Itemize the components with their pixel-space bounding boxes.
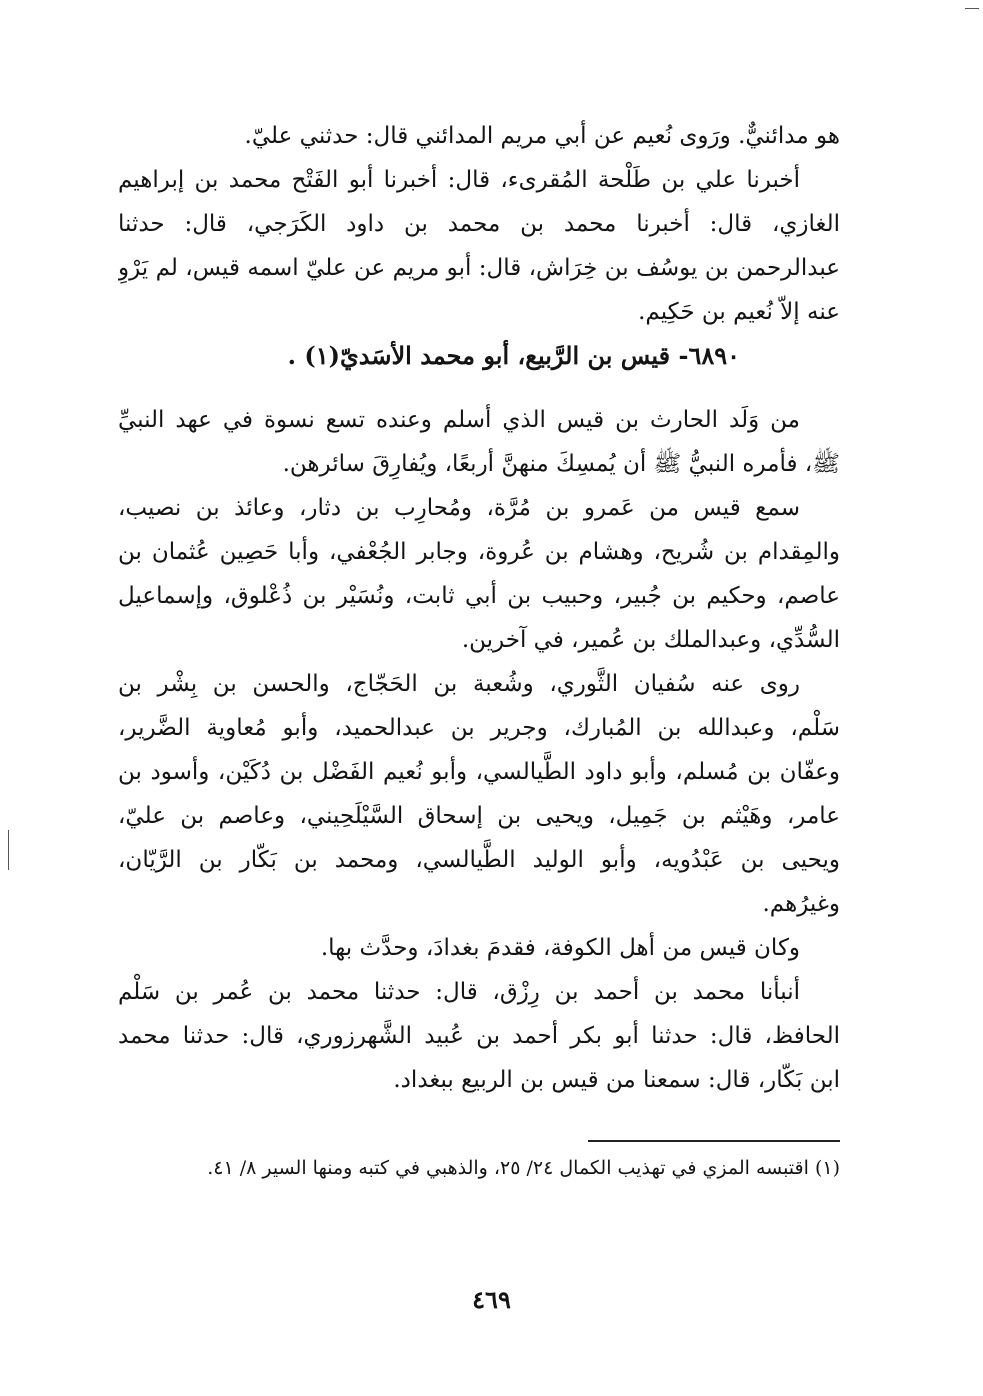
text-line: عامر، وهَيْثم بن جَمِيل، ويحيى بن إسحاق السَّيْلَحِيني، وعاصم بن عليّ، [118, 803, 840, 829]
text-line: الغازي، قال: أخبرنا محمد بن محمد بن داود الكَرَجي، قال: حدثنا [118, 211, 840, 237]
text-line: سمع قيس من عَمرو بن مُرَّة، ومُحارِب بن دثار، وعائذ بن نصيب، [118, 495, 800, 521]
text-line: ابن بَكّار، قال: سمعنا من قيس بن الربيع ببغداد. [393, 1067, 840, 1093]
text-line: وكان قيس من أهل الكوفة، فقدمَ بغدادَ، وحدَّث بها. [320, 935, 800, 961]
text-line: وغيرُهم. [762, 891, 840, 917]
scan-edge-mark-left [8, 830, 9, 870]
text-line: عبدالرحمن بن يوسُف بن خِرَاش، قال: أبو مريم عن عليّ اسمه قيس، لم يَرْوِ [118, 255, 840, 281]
text-line: أنبأنا محمد بن أحمد بن رِزْق، قال: حدثنا محمد بن عُمر بن سَلْم [118, 979, 800, 1005]
entry-heading: ٦٨٩٠- قيس بن الرَّبيع، أبو محمد الأسَديّ(١) . [287, 341, 740, 370]
text-line: ﷺ، فأمره النبيُّ ﷺ أن يُمسِكَ منهنَّ أربعًا، ويُفارِقَ سائرهن. [282, 451, 840, 477]
text-line: والمِقدام بن شُريح، وهشام بن عُروة، وجابر الجُعْفي، وأبا حَصِين عُثمان بن [118, 539, 840, 565]
text-line: السُّدِّي، وعبدالملك بن عُمير، في آخرين. [461, 627, 840, 653]
text-line: من وَلَد الحارث بن قيس الذي أسلم وعنده تسع نسوة في عهد النبيِّ [118, 407, 800, 433]
text-line: عنه إلاّ نُعيم بن حَكِيم. [638, 299, 840, 325]
scan-edge-mark-top [965, 8, 979, 9]
text-line: الحافظ، قال: حدثنا أبو بكر أحمد بن عُبيد الشَّهرزوري، قال: حدثنا محمد [118, 1023, 840, 1049]
page-number: ٤٦٩ [472, 1285, 511, 1314]
text-line: عاصم، وحكيم بن جُبير، وحبيب بن أبي ثابت، ونُسَيْر بن ذُعْلوق، وإسماعيل [118, 583, 840, 609]
text-line: سَلْم، وعبدالله بن المُبارك، وجرير بن عبدالحميد، وأبو مُعاوية الضَّرير، [118, 715, 840, 741]
text-line: وعفّان بن مُسلم، وأبو داود الطَّيالسي، وأبو نُعيم الفَضْل بن دُكَيْن، وأسود بن [118, 759, 840, 785]
text-line: ويحيى بن عَبْدُويه، وأبو الوليد الطَّيالسي، ومحمد بن بَكّار بن الرَّيّان، [118, 847, 840, 873]
footnote: (١) اقتبسه المزي في تهذيب الكمال ٢٤/ ٢٥، والذهبي في كتبه ومنها السير ٨/ ٤١. [207, 1157, 840, 1179]
spacer [118, 378, 840, 398]
footnote-divider [588, 1140, 840, 1142]
text-line: أخبرنا علي بن طَلْحة المُقرىء، قال: أخبرنا أبو الفَتْح محمد بن إبراهيم [118, 167, 800, 193]
main-text [118, 114, 840, 1102]
text-line: روى عنه سُفيان الثَّوري، وشُعبة بن الحَجّاج، والحسن بن بِشْر بن [118, 671, 800, 697]
text-line: هو مدائنيٌّ. ورَوى نُعيم عن أبي مريم المدائني قال: حدثني عليّ. [244, 123, 840, 149]
